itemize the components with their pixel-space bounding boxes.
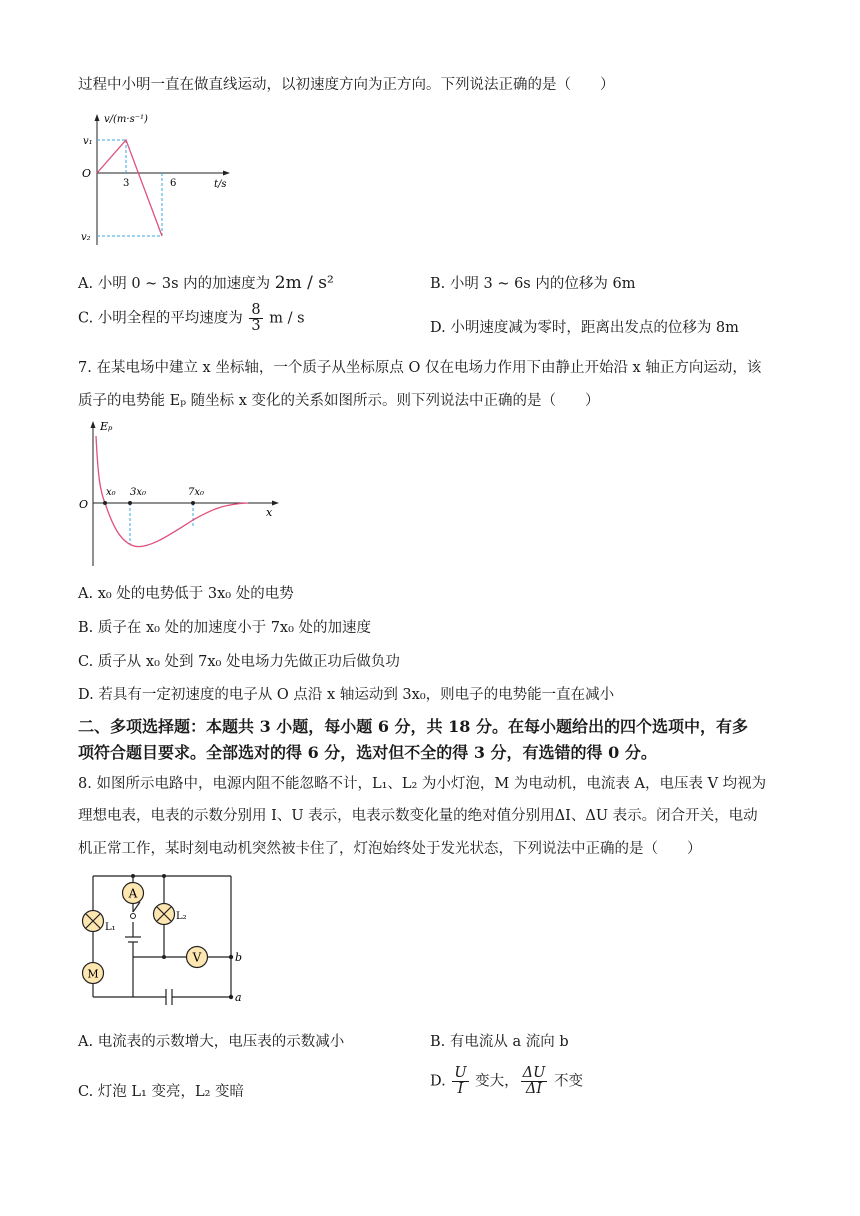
q6-tick-3: 3 — [123, 178, 130, 189]
q6-option-b-math: 3 ~ 6s — [483, 276, 531, 292]
q8-node-b-label: b — [235, 951, 243, 964]
q6-option-c[interactable] — [78, 303, 305, 334]
q6-option-c-den: 3 — [251, 318, 261, 335]
q8-stem-line-2: 理想电表，电表的示数分别用 I、U 表示，电表示数变化量的绝对值分别用ΔI、ΔU 表示。闭合开关，电动 — [78, 808, 758, 824]
q7-tick-x0: x₀ — [106, 487, 116, 498]
q6-stem-tail: 过程中小明一直在做直线运动，以初速度方向为正方向。下列说法正确的是（ ） — [78, 77, 615, 93]
q6-option-c-num: 8 — [251, 302, 261, 318]
q8-option-d-f2-num: ΔU — [522, 1065, 546, 1081]
q8-option-d-f2-den: ΔI — [525, 1081, 543, 1098]
q7-y-axis-label: Eₚ — [100, 420, 113, 433]
section2-heading-line-2: 项符合题目要求。全部选对的得 6 分，选对但不全的得 3 分，有选错的得 0 分。 — [78, 743, 657, 762]
q6-option-b-suffix: 内的位移为 6m — [530, 276, 636, 292]
q8-stem-line-1: 8. 如图所示电路中，电源内阻不能忽略不计，L₁、L₂ 为小灯泡，M 为电动机，电流表 A，电压表 V 均视为 — [78, 776, 767, 792]
q8-option-d-suffix: 不变 — [549, 1073, 583, 1090]
q6-option-b[interactable] — [430, 272, 635, 293]
q6-option-c-fraction — [249, 303, 262, 334]
q6-option-b-prefix: B. 小明 — [430, 276, 484, 292]
q6-option-a-mid: 内的加速度为 — [178, 276, 275, 292]
q8-lamp1-label: L₁ — [105, 922, 116, 933]
q8-option-b[interactable]: B. 有电流从 a 流向 b — [430, 1034, 569, 1050]
q8-option-d-fraction-1 — [452, 1066, 468, 1097]
q8-circuit-diagram — [76, 870, 256, 1010]
q7-origin-label: O — [79, 498, 89, 511]
q8-option-d-fraction-2 — [521, 1066, 548, 1097]
q8-option-d-f1-den: I — [457, 1081, 464, 1098]
q8-option-a[interactable]: A. 电流表的示数增大，电压表的示数减小 — [78, 1034, 345, 1050]
q6-tick-6: 6 — [170, 178, 177, 189]
q8-lamp2-label: L₂ — [176, 911, 187, 922]
section2-heading-line-1: 二、多项选择题：本题共 3 小题，每小题 6 分，共 18 分。在每小题给出的四个选项中，有多 — [78, 717, 748, 736]
q8-option-c[interactable]: C. 灯泡 L₁ 变亮，L₂ 变暗 — [78, 1084, 245, 1100]
q6-origin-label: O — [82, 167, 92, 180]
q7-potential-energy-graph — [76, 416, 286, 571]
q6-v1-label: v₁ — [83, 136, 93, 147]
q8-motor-label: M — [87, 967, 99, 981]
q7-x-axis-label: x — [266, 506, 273, 519]
q6-x-axis-label: t/s — [214, 179, 227, 190]
q8-option-d[interactable] — [430, 1066, 583, 1097]
q6-option-a-math: 0 ~ 3s — [131, 276, 179, 292]
q6-option-c-unit: m / s — [264, 310, 305, 327]
q7-option-d[interactable]: D. 若具有一定初速度的电子从 O 点沿 x 轴运动到 3x₀，则电子的电势能一直在减小 — [78, 687, 615, 703]
q8-node-a-label: a — [235, 991, 242, 1004]
q8-stem-line-3: 机正常工作，某时刻电动机突然被卡住了，灯泡始终处于发光状态，下列说法中正确的是（ ） — [78, 841, 702, 857]
q6-option-a-value: 2m / s² — [274, 273, 334, 293]
q8-ammeter-label: A — [128, 886, 138, 901]
q6-option-d[interactable]: D. 小明速度减为零时，距离出发点的位移为 8m — [430, 320, 739, 336]
q8-option-d-f1-num: U — [454, 1065, 467, 1081]
q8-voltmeter-label: V — [192, 950, 202, 965]
q6-option-a-prefix: A. 小明 — [78, 276, 132, 292]
q8-option-d-mid: 变大， — [470, 1073, 519, 1090]
q6-y-axis-label: v/(m·s⁻¹) — [104, 114, 148, 125]
q6-v2-label: v₂ — [81, 232, 91, 243]
q7-option-a[interactable]: A. x₀ 处的电势低于 3x₀ 处的电势 — [78, 586, 294, 602]
q6-option-c-prefix: C. 小明全程的平均速度为 — [78, 310, 248, 327]
q7-stem-line-2: 质子的电势能 Eₚ 随坐标 x 变化的关系如图所示。则下列说法中正确的是（ ） — [78, 393, 600, 409]
q6-velocity-time-graph — [76, 110, 236, 250]
q7-tick-7x0: 7x₀ — [188, 487, 205, 498]
q7-stem-line-1: 7. 在某电场中建立 x 坐标轴，一个质子从坐标原点 O 仅在电场力作用下由静止开始沿 x 轴正方向运动，该 — [78, 360, 762, 376]
q7-option-c[interactable]: C. 质子从 x₀ 处到 7x₀ 处电场力先做正功后做负功 — [78, 654, 400, 670]
q7-option-b[interactable]: B. 质子在 x₀ 处的加速度小于 7x₀ 处的加速度 — [78, 620, 372, 636]
q8-option-d-prefix: D. — [430, 1073, 451, 1090]
q7-tick-3x0: 3x₀ — [130, 487, 147, 498]
q6-option-a[interactable] — [78, 272, 334, 293]
